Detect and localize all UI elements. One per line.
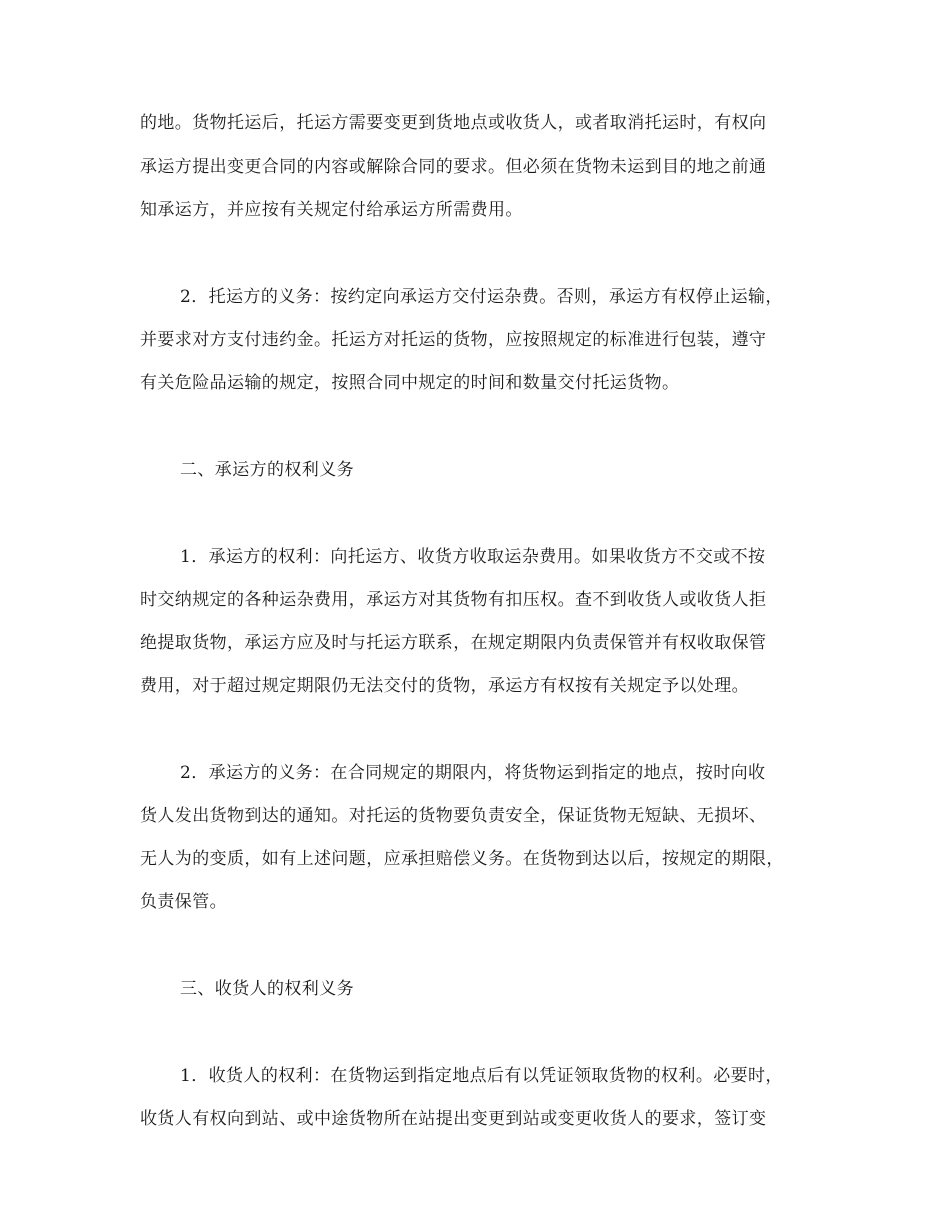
paragraph-3-line-2: 时交纳规定的各种运杂费用，承运方对其货物有扣压权。查不到收货人或收货人拒 [140,590,767,610]
paragraph-2-line-1: 2．托运方的义务：按约定向承运方交付运杂费。否则，承运方有权停止运输， [180,287,783,307]
section-heading-consignee: 三、收货人的权利义务 [180,979,354,999]
section-heading-carrier: 二、承运方的权利义务 [180,460,354,480]
paragraph-3-line-4: 费用，对于超过规定期限仍无法交付的货物，承运方有权按有关规定予以处理。 [140,676,749,696]
paragraph-1-line-2: 承运方提出变更合同的内容或解除合同的要求。但必须在货物未运到目的地之前通 [140,157,767,177]
paragraph-5-line-2: 收货人有权向到站、或中途货物所在站提出变更到站或变更收货人的要求，签订变 [140,1109,767,1129]
paragraph-3-line-3: 绝提取货物，承运方应及时与托运方联系，在规定期限内负责保管并有权收取保管 [140,633,767,653]
paragraph-3-line-1: 1．承运方的权利：向托运方、收货方收取运杂费用。如果收货方不交或不按 [180,547,766,567]
paragraph-4-line-4: 负责保管。 [140,892,227,912]
paragraph-4-line-3: 无人为的变质，如有上述问题，应承担赔偿义务。在货物到达以后，按规定的期限， [140,849,784,869]
paragraph-1-line-3: 知承运方，并应按有关规定付给承运方所需费用。 [140,200,523,220]
paragraph-4-line-2: 货人发出货物到达的通知。对托运的货物要负责安全，保证货物无短缺、无损坏、 [140,806,767,826]
paragraph-5-line-1: 1．收货人的权利：在货物运到指定地点后有以凭证领取货物的权利。必要时， [180,1066,783,1086]
paragraph-4-line-1: 2．承运方的义务：在合同规定的期限内，将货物运到指定的地点，按时向收 [180,763,766,783]
paragraph-2-line-3: 有关危险品运输的规定，按照合同中规定的时间和数量交付托运货物。 [140,373,680,393]
paragraph-1-line-1: 的地。货物托运后，托运方需要变更到货地点或收货人，或者取消托运时，有权向 [140,113,767,133]
paragraph-2-line-2: 并要求对方支付违约金。托运方对托运的货物，应按照规定的标准进行包装，遵守 [140,330,767,350]
